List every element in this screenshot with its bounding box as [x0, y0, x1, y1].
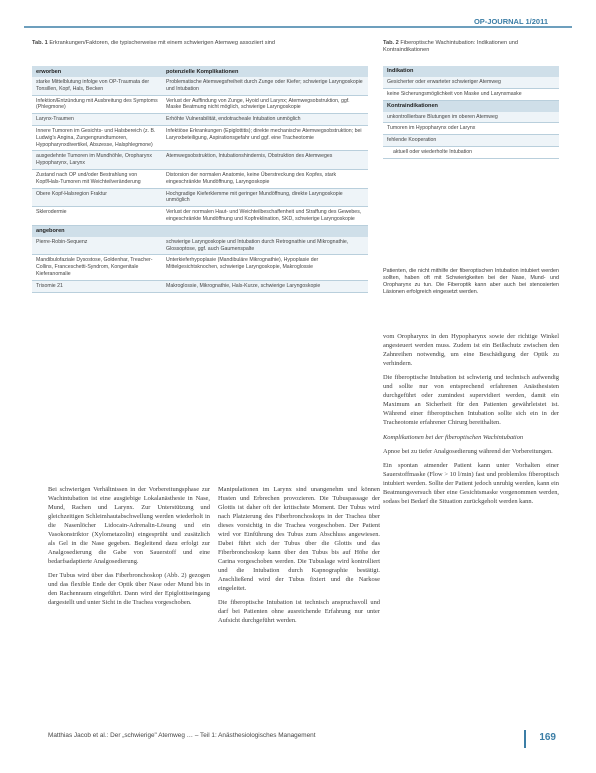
- table-cell: Infektiöse Erkrankungen (Epiglottitis); direkte mechanische Atemwegsobstruktion; bei Larynxbeteiligung, Aspirationsgefahr und ggf. eine Tracheotomie: [166, 127, 362, 141]
- paragraph: Ein spontan atmender Patient kann unter Vorhalten einer Sauerstoffmaske (Flow > 10 l/min) fast und problemlos fiberoptisch intubiert werden. Sollte der Patient jedoch unruhig werden, kann ein Beatmungsversuch über eine Gesichtsmaske vorgenommen werden, sodass bei Bedarf die Situation zurückgeholt werden kann.: [383, 462, 559, 505]
- table-row: [32, 237, 368, 256]
- paragraph: Die fiberoptische Intubation ist schwierig und technisch aufwendig und sollte nur von entsprechend erfahrenen Anästhesisten durchgeführt oder zumindest supervidiert werden, damit ein Maximum an Sicherheit für den Patienten gewährleistet ist. Während einer fiberoptischen Intubation sollte sich ein in der Tracheotomie erfahrener Chirurg bereithalten.: [383, 374, 559, 426]
- table-row: [32, 77, 368, 96]
- table-cell: ausgedehnte Tumoren im Mundhöhle, Oropharynx Hypopharynx, Larynx: [36, 153, 152, 167]
- list-item: aktuell oder wiederholte Intubation: [383, 147, 559, 159]
- table-cell: Mandibulofaziale Dysostose, Goldenhar, Treacher-Collins, Franceschetti-Syndrom, Kongenitale Kieferanomalie: [36, 257, 153, 277]
- left-column: [48, 485, 210, 612]
- table-1-caption-text: Erkrankungen/Faktoren, die typischerweise mit einem schwierigen Atemweg assoziiert sind: [49, 40, 276, 46]
- table-1-header: [32, 66, 368, 77]
- table-2-caption: [383, 40, 559, 62]
- table-2-section-indication: Indikation: [383, 66, 559, 77]
- right-column: [383, 332, 559, 511]
- paragraph: Die fiberoptische Intubation ist technisch anspruchsvoll und darf bei Patienten ohne ausreichende Erfahrung nur unter Aufsicht durchgeführt werden.: [218, 599, 380, 624]
- table-2: [383, 40, 559, 159]
- table-cell: Infektion/Entzündung mit Ausbreitung des Symptoms (Phlegmone): [36, 97, 158, 111]
- paragraph: Apnoe bei zu tiefer Analgosedierung während der Vorbereitungen.: [383, 448, 553, 455]
- table-cell: Unterkieferhypoplasie (Mandibuläre Mikrognathie), Hypoplasie der Mittelgesichtsknochen, schwierige Laryngoskopie, Makroglossie: [166, 257, 319, 271]
- table-cell: starke Mittelblutung infolge von OP-Traumata der Tonsillen, Kopf, Hals, Becken: [36, 79, 150, 92]
- table-cell: Pierre-Robin-Sequenz: [36, 238, 88, 245]
- section-subheading: Komplikationen bei der fiberoptischen Wachintubation: [383, 434, 524, 441]
- table-1: [32, 40, 368, 293]
- table-row: [32, 189, 368, 208]
- table-row: [32, 170, 368, 189]
- footer-divider: [524, 730, 526, 748]
- table-row: [32, 207, 368, 226]
- table-1-acquired-rows: [32, 77, 368, 226]
- table-row: [32, 96, 368, 115]
- table-1-label: Tab. 1: [32, 40, 48, 46]
- table-cell: Verlust der normalen Haut- und Weichteilbeschaffenheit und Straffung des Gewebes, eingeschränkte Mundöffnung und Kopfreklination, SKD, schwierige Laryngoskopie: [166, 209, 362, 222]
- page-footer: [48, 730, 556, 750]
- list-item: Tumoren im Hypopharynx oder Larynx: [383, 123, 559, 135]
- table-2-indications: [383, 77, 559, 101]
- table-cell: Problematische Atemwegsfreiheit durch Zunge oder Kiefer; schwierige Laryngoskopie und Intubation: [166, 79, 363, 92]
- table-row: [32, 126, 368, 151]
- table-cell: schwierige Laryngoskopie und Intubation durch Retrognathie und Mikrognathie, Glossoptose, ggf. auch Gaumenspalte: [166, 238, 349, 252]
- table-cell: Distorsion der normalen Anatomie, keine Überstreckung des Kopfes, stark eingeschränkte Mundöffnung, Laryngoskopie: [166, 171, 337, 185]
- middle-column: [218, 485, 380, 630]
- table-cell: Makroglossie, Mikrognathie, Hals-Kurze, schwierige Laryngoskopie: [166, 282, 321, 289]
- table-row: [32, 151, 368, 170]
- table-1-section-congenital: angeboren: [32, 226, 368, 237]
- footer-citation: Matthias Jacob et al.: Der „schwierige" Atemweg … – Teil 1: Anästhesiologisches Management: [48, 732, 316, 739]
- table-row: [32, 114, 368, 126]
- right-column-intro: Patienten, die nicht mithilfe der fiberoptischen Intubation intubiert werden sollten, haben oft mit Schwierigkeiten bei der Nase, Mund- und Oropharynx zu tun. Die Fiberoptik kann aber auch bei stenosierten Läsionen erfolgreich eingesetzt werden.: [383, 268, 559, 295]
- table-cell: Hochgradige Kieferklemme mit geringer Mundöffnung, direkte Laryngoskopie unmöglich: [166, 190, 343, 204]
- table-2-contraindications: [383, 112, 559, 159]
- paragraph: vom Oropharynx in den Hypopharynx sowie der richtige Winkel angesteuert werden muss. Zudem ist ein Beißschutz zwischen den Zahnreihen notwendig, um eine Beschädigung der Optik zu verhindern.: [383, 333, 559, 367]
- table-2-section-contra: Kontraindikationen: [383, 101, 559, 112]
- paragraph: Manipulationen im Larynx sind unangenehm und können Husten und Erbrechen provozieren. Die Tubuspassage der Glottis ist daher oft der kritischste Moment. Der Tubus wird nach Platzierung des Fiberbronchoskops in der Trachea über dieses vorsichtig in die Trachea vorgeschoben. Der Patient wird vor Einführung des Tubus zum Abschluss angewiesen. Dabei führt sich der Tubus über die Glottis und das Fiberbronchoskop kann über den Tubus bis auf Höhe der Carina vorgeschoben werden. Die Tubuslage wird kontrolliert und die Intubation durch Kapnographie bestätigt. Anschließend wird der Tubus fixiert und die Narkose eingeleitet.: [218, 486, 380, 592]
- table-cell: Larynx-Traumen: [36, 116, 74, 123]
- table-2-label: Tab. 2: [383, 40, 399, 46]
- table-cell: Atemwegsobstruktion, Intubationshindernis, Obstruktion des Atemweges: [166, 153, 333, 160]
- list-item: Gesicherter oder erwarteter schwieriger Atemweg: [383, 77, 559, 89]
- page-number: 169: [539, 732, 556, 743]
- table-cell: Innere Tumoren im Gesichts- und Halsbereich (z. B. Ludwig's Angina, Zungengrundtumoren, Hypopharynxdivertikel, Abszesse, Halsphlegmone): [36, 127, 156, 148]
- table-1-congenital-rows: [32, 237, 368, 293]
- table-cell: Sklerodermie: [36, 209, 67, 216]
- list-item: fehlende Kooperation: [383, 135, 559, 147]
- paragraph: Der Tubus wird über das Fiberbronchoskop (Abb. 2) gezogen und das flexible Ende der Optik über Nase oder Mund bis in den Rachenraum eingeführt. Dann wird der Epiglottiseingang dargestellt und unter Sicht in die Trachea vorgeschoben.: [48, 572, 210, 606]
- table-cell: Verlust der Auffindung von Zunge, Hyoid und Larynx; Atemwegsobstruktion, ggf. Maske Beatmung nicht möglich, schwierige Laryngoskopie: [166, 97, 350, 111]
- table-cell: Obere Kopf-Halsregion Fraktur: [36, 190, 107, 197]
- journal-name: OP-JOURNAL 1/2011: [468, 17, 548, 26]
- table-row: [32, 255, 368, 280]
- table-1-col1-header: erworben: [36, 68, 62, 75]
- list-item: keine Sicherungsmöglichkeit von Maske und Larynxmaske: [383, 89, 559, 101]
- paragraph: Bei schwierigen Verhältnissen in der Vorbereitungsphase zur Wachintubation ist eine ausgiebige Lokalanästhesie in Nase, Mund, Rachen und Larynx. Zur Unterstützung und gleichzeitigen Schleimhautabschwellung werden wiederholt in die Nasenlöcher Lidocain-Adrenalin-Lösung und ein Vasokonstriktor (Xylometazolin) eingesprüht und zusätzlich als Gel in die Nase gegeben. Begleitend dazu erfolgt zur Analgosedierung die Gabe von Sauerstoff und eine bedarfsadaptierte Analgosedierung.: [48, 486, 210, 565]
- table-cell: Trisomie 21: [36, 282, 63, 289]
- table-cell: Erhöhte Vulnerabilität, endotracheale Intubation unmöglich: [166, 116, 301, 123]
- table-cell: Zustand nach OP und/oder Bestrahlung von Kopf/Hals-Tumoren mit Weichteilveränderung: [36, 171, 141, 185]
- table-row: [32, 281, 368, 293]
- table-1-caption: [32, 40, 368, 62]
- list-item: unkontrollierbare Blutungen im oberen Atemweg: [383, 112, 559, 124]
- table-1-col2-header: potenzielle Komplikationen: [166, 68, 239, 75]
- table-2-caption-text: Fiberoptische Wachintubation: Indikationen und Kontraindikationen: [383, 40, 518, 53]
